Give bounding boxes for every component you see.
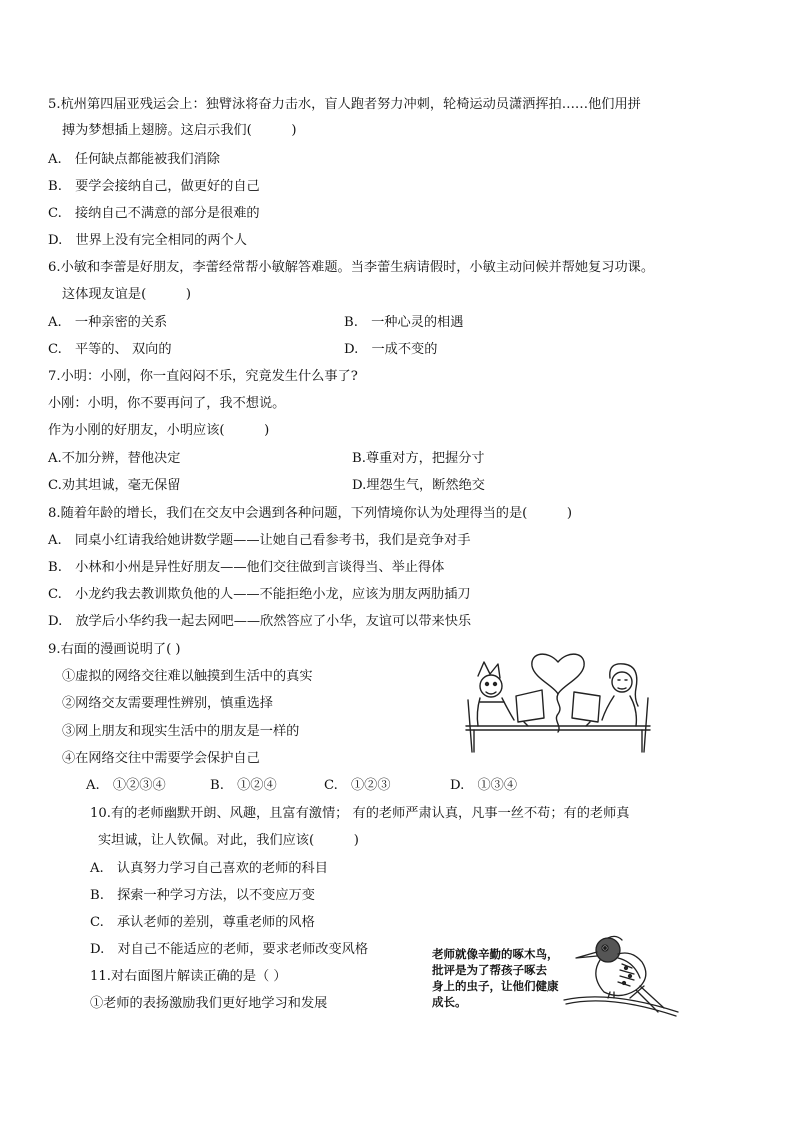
- q8-option-c: C. 小龙约我去教训欺负他的人——不能拒绝小龙，应该为朋友两肋插刀: [48, 587, 471, 602]
- q11-statement-1: ①老师的表扬激励我们更好地学习和发展: [90, 996, 328, 1011]
- q8-stem: 8.随着年龄的增长，我们在交友中会遇到各种问题，下列情境你认为处理得当的是( ): [48, 506, 572, 521]
- q9-statement-4: ④在网络交往中需要学会保护自己: [62, 751, 260, 766]
- woodpecker-icon: [560, 928, 682, 1020]
- q11-stem: 11.对右面图片解读正确的是（ ）: [90, 969, 287, 984]
- bird-caption-line3: 身上的虫子，让他们健康: [432, 979, 559, 993]
- q7-line1: 7.小明：小刚，你一直闷闷不乐，究竟发生什么事了?: [48, 369, 358, 384]
- q6-option-b: B. 一种心灵的相遇: [344, 315, 464, 330]
- q7-option-c: C.劝其坦诚，毫无保留: [48, 478, 181, 493]
- q7-option-d: D.埋怨生气，断然绝交: [352, 478, 485, 493]
- q5-stem-line1: 5.杭州第四届亚残运会上：独臂泳将奋力击水，盲人跑者努力冲刺，轮椅运动员潇洒挥拍……他们用拼: [48, 97, 641, 112]
- q5-option-c: C. 接纳自己不满意的部分是很难的: [48, 206, 260, 221]
- bird-caption-line2: 批评是为了帮孩子啄去: [432, 963, 547, 977]
- q6-stem-line2: 这体现友谊是( ): [62, 287, 191, 302]
- q9-option-c: C. ①②③: [324, 778, 391, 793]
- q7-line3: 作为小刚的好朋友，小明应该( ): [48, 423, 270, 438]
- q8-option-b: B. 小林和小州是异性好朋友——他们交往做到言谈得当、举止得体: [48, 560, 445, 575]
- q10-stem-line2: 实坦诚，让人钦佩。对此，我们应该( ): [98, 833, 359, 848]
- q5-option-d: D. 世界上没有完全相同的两个人: [48, 233, 247, 248]
- online-chat-cartoon-icon: [458, 640, 658, 755]
- q10-stem-line1: 10.有的老师幽默开朗、风趣，且富有激情； 有的老师严肃认真，凡事一丝不苟；有的老师真: [90, 806, 630, 821]
- q5-option-b: B. 要学会接纳自己，做更好的自己: [48, 179, 260, 194]
- bird-caption-line4: 成长。: [432, 995, 467, 1009]
- q9-option-d: D. ①③④: [450, 778, 518, 793]
- q6-option-a: A. 一种亲密的关系: [48, 315, 168, 330]
- q9-statement-1: ①虚拟的网络交往难以触摸到生活中的真实: [62, 669, 313, 684]
- q5-stem-line2: 搏为梦想插上翅膀。这启示我们( ): [62, 123, 297, 138]
- q9-statement-2: ②网络交友需要理性辨别，慎重选择: [62, 696, 273, 711]
- q10-option-c: C. 承认老师的差别，尊重老师的风格: [90, 915, 315, 930]
- q9-option-a: A. ①②③④: [86, 778, 166, 793]
- q8-option-d: D. 放学后小华约我一起去网吧——欣然答应了小华，友谊可以带来快乐: [48, 614, 472, 629]
- q9-statement-3: ③网上朋友和现实生活中的朋友是一样的: [62, 724, 300, 739]
- q9-stem: 9.右面的漫画说明了( ): [48, 642, 181, 657]
- q7-option-b: B.尊重对方，把握分寸: [352, 451, 485, 466]
- q6-stem-line1: 6.小敏和李蕾是好朋友，李蕾经常帮小敏解答难题。当李蕾生病请假时，小敏主动问候并帮她复习功课。: [48, 260, 655, 275]
- q9-option-b: B. ①②④: [210, 778, 277, 793]
- q8-option-a: A. 同桌小红请我给她讲数学题——让她自己看参考书，我们是竞争对手: [48, 533, 471, 548]
- bird-caption-line1: 老师就像辛勤的啄木鸟，: [432, 947, 559, 961]
- q7-line2: 小刚：小明，你不要再问了，我不想说。: [48, 396, 286, 411]
- q7-option-a: A.不加分辨，替他决定: [48, 451, 181, 466]
- q5-option-a: A. 任何缺点都能被我们消除: [48, 152, 220, 167]
- q10-option-b: B. 探索一种学习方法，以不变应万变: [90, 888, 315, 903]
- q6-option-d: D. 一成不变的: [344, 342, 438, 357]
- q6-option-c: C. 平等的、 双向的: [48, 342, 172, 357]
- q10-option-a: A. 认真努力学习自己喜欢的老师的科目: [90, 861, 328, 876]
- q10-option-d: D. 对自己不能适应的老师，要求老师改变风格: [90, 942, 369, 957]
